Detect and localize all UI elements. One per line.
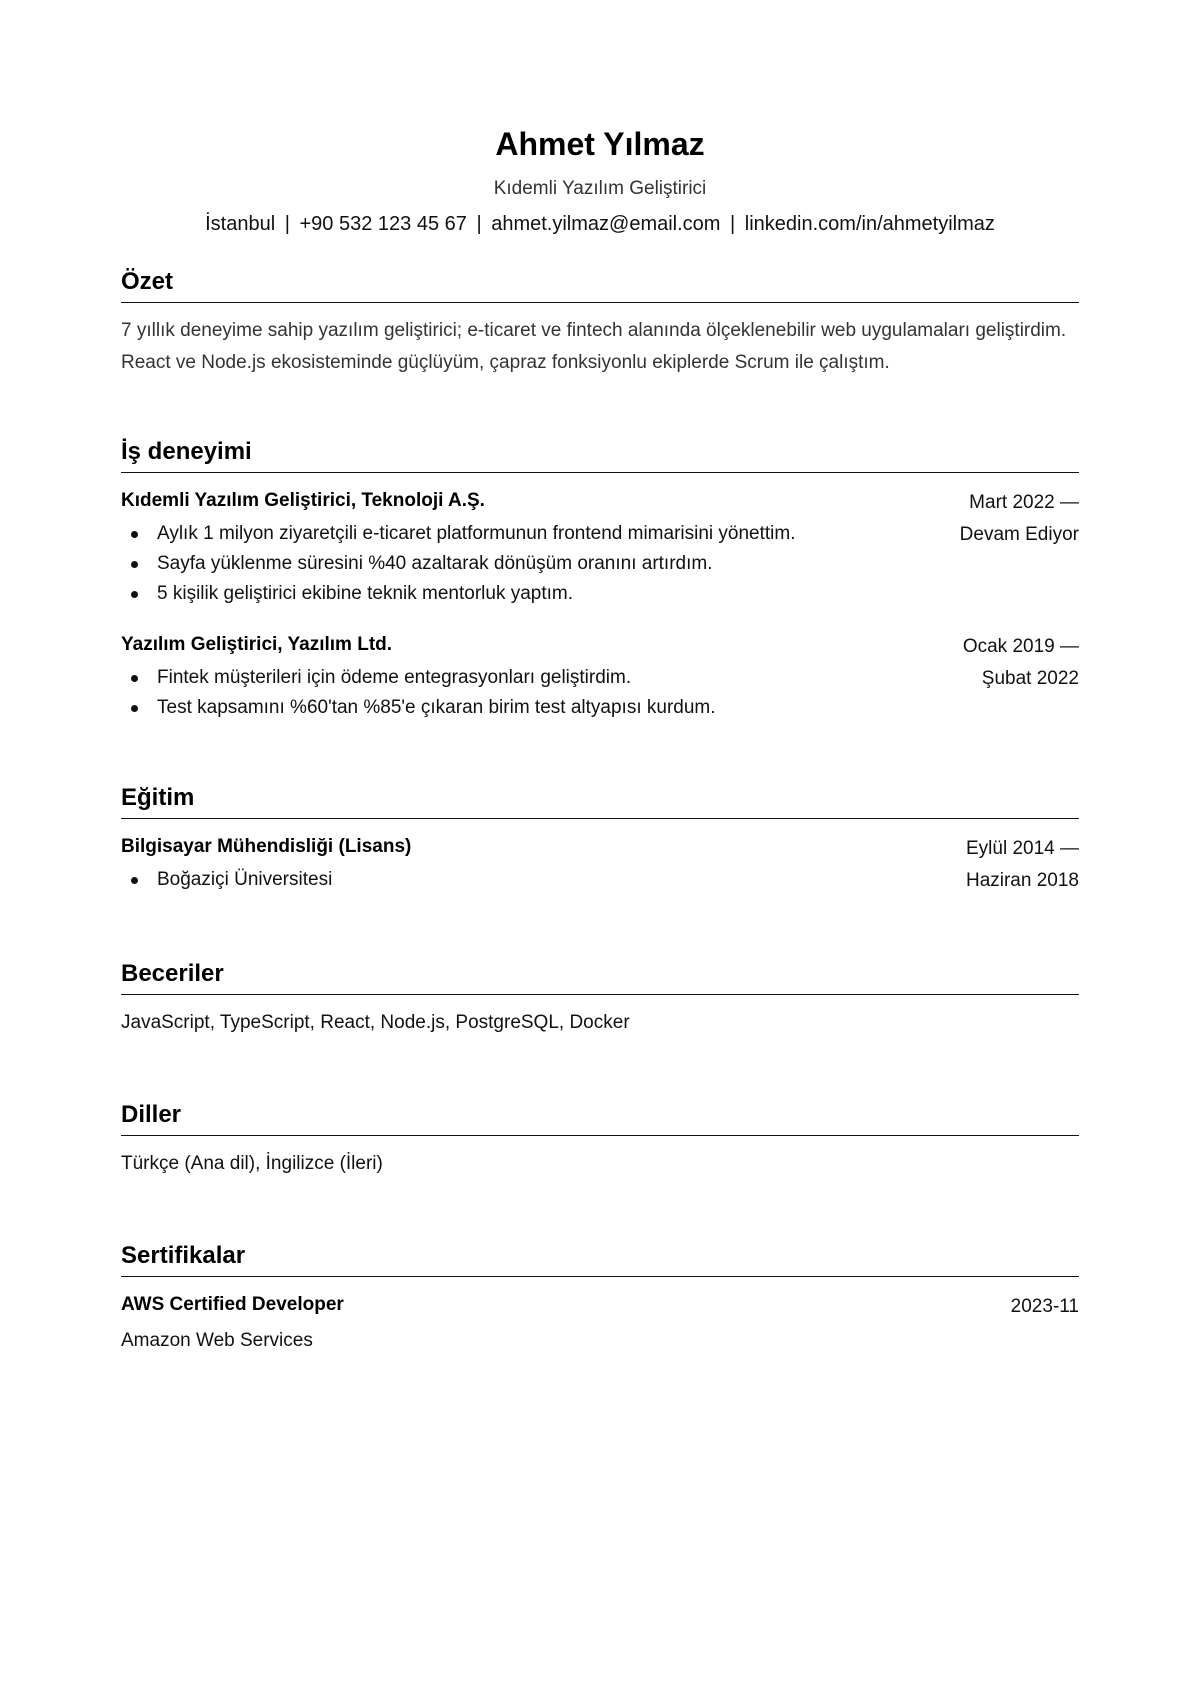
job-date-start: Ocak 2019 — [962,636,1079,657]
section-title-experience: İş deneyimi [121,436,1079,473]
resume-header [121,124,1079,238]
section-title-skills: Beceriler [121,958,1079,995]
contact-linkedin[interactable]: linkedin.com/in/ahmetyilmaz [744,213,995,235]
bullet-item: Boğaziçi Üniversitesi [157,865,1079,895]
experience-entry [121,631,1079,723]
certificates-section [121,1240,1079,1355]
education-bullets [121,865,1079,895]
job-date-end: Devam Ediyor [959,524,1079,545]
experience-entry [121,487,1079,609]
contact-separator: | [284,213,290,235]
contact-phone: +90 532 123 45 67 [299,213,467,235]
skills-section [121,958,1079,1037]
skills-text: JavaScript, TypeScript, React, Node.js, PostgreSQL, Docker [121,1012,630,1033]
education-section [121,782,1079,895]
bullet-item: Sayfa yüklenme süresini %40 azaltarak dönüşüm oranını artırdım. [157,549,1079,579]
candidate-name: Ahmet Yılmaz [495,126,705,162]
job-bullets [121,519,1079,609]
summary-section [121,266,1079,379]
education-entry [121,833,1079,895]
section-title-education: Eğitim [121,782,1079,819]
job-bullets [121,663,1079,723]
contact-line [121,210,1079,238]
bullet-item: 5 kişilik geliştirici ekibine teknik mentorluk yaptım. [157,579,1079,609]
languages-section [121,1099,1079,1178]
job-date-end: Şubat 2022 [981,668,1079,689]
education-date-start: Eylül 2014 — [965,838,1079,859]
job-title: Yazılım Geliştirici, Yazılım Ltd. [121,634,393,655]
section-title-summary: Özet [121,266,1079,303]
contact-separator: | [730,213,736,235]
contact-email[interactable]: ahmet.yilmaz@email.com [491,213,721,235]
experience-section [121,436,1079,723]
degree-title: Bilgisayar Mühendisliği (Lisans) [121,836,412,857]
certificate-entry [121,1291,1079,1355]
certificate-issuer: Amazon Web Services [121,1330,313,1351]
job-date-start: Mart 2022 — [969,492,1079,513]
bullet-item: Fintek müşterileri için ödeme entegrasyonları geliştirdim. [157,663,1079,693]
certificate-date: 2023-11 [1010,1296,1079,1317]
contact-separator: | [476,213,482,235]
summary-text: 7 yıllık deneyime sahip yazılım geliştirici; e-ticaret ve fintech alanında ölçeklenebilir web uygulamaları geliştirdim. React ve Node.js ekosisteminde güçlüyüm, çapraz fonksiyonlu ekiplerde Scrum ile çalıştım. [121,320,1067,373]
candidate-headline: Kıdemli Yazılım Geliştirici [493,178,707,199]
bullet-item: Aylık 1 milyon ziyaretçili e-ticaret platformunun frontend mimarisini yönettim. [157,519,1079,549]
job-title: Kıdemli Yazılım Geliştirici, Teknoloji A.Ş. [121,490,485,511]
certificate-name: AWS Certified Developer [121,1294,344,1315]
contact-location: İstanbul [205,213,276,235]
section-title-languages: Diller [121,1099,1079,1136]
languages-text: Türkçe (Ana dil), İngilizce (İleri) [121,1153,383,1174]
section-title-certificates: Sertifikalar [121,1240,1079,1277]
education-date-end: Haziran 2018 [965,870,1079,891]
bullet-item: Test kapsamını %60'tan %85'e çıkaran birim test altyapısı kurdum. [157,693,1079,723]
